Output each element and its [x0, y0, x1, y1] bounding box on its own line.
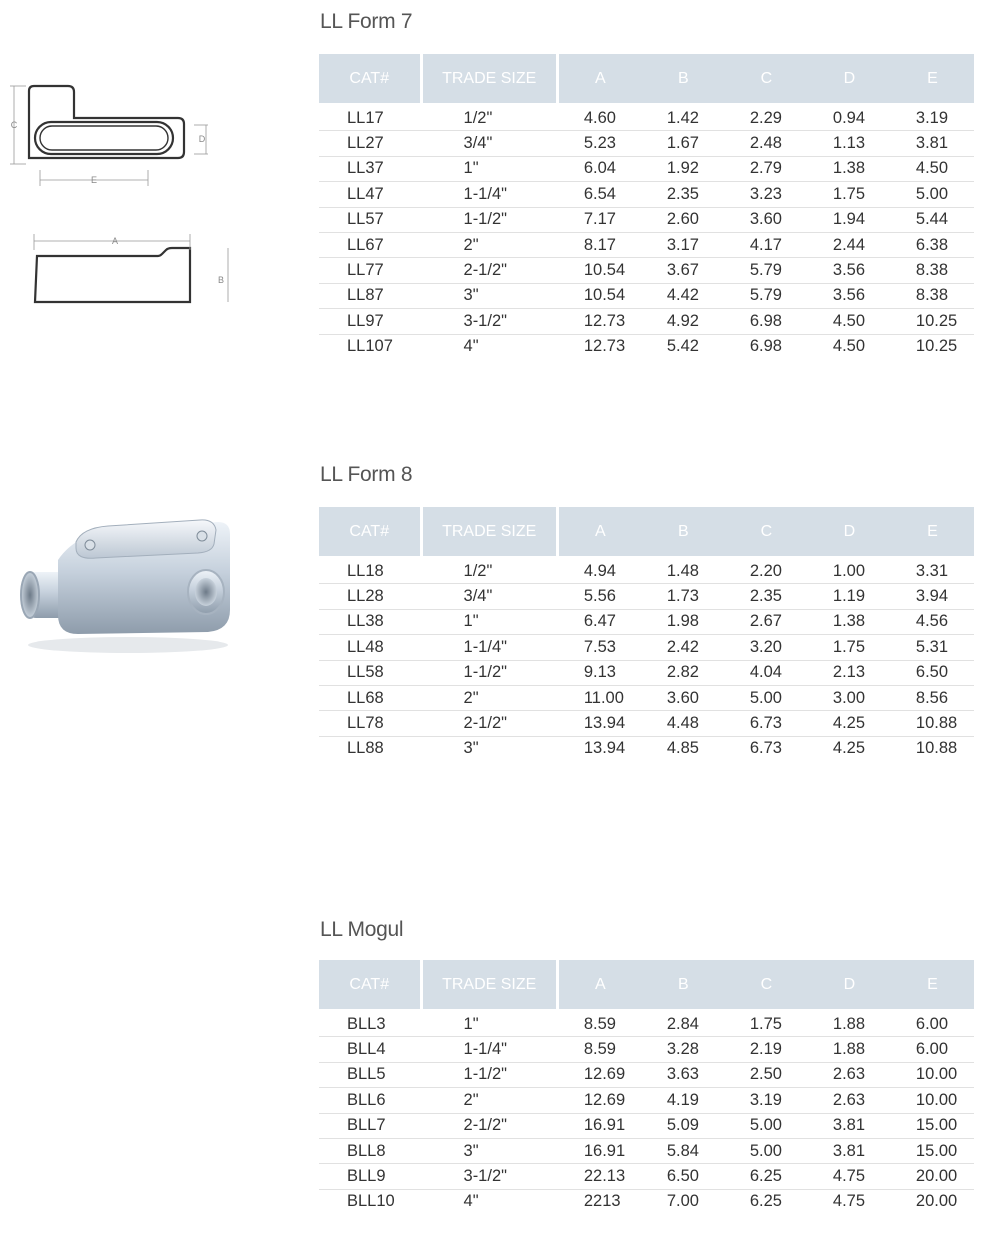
cat-number-cell: BLL7 [319, 1114, 423, 1139]
trade-size-cell: 4" [463, 337, 479, 356]
trade-size-cell: 3" [463, 739, 479, 758]
table-row [319, 635, 974, 660]
dimension-cell: 5.79 [725, 284, 808, 309]
dimension-cell: 12.73 [559, 309, 642, 334]
dimension-cell: 16.91 [559, 1114, 642, 1139]
dimension-cell: 8.38 [891, 284, 974, 309]
table-row [319, 131, 974, 156]
dimension-cell: 20.00 [891, 1164, 974, 1189]
dimension-cell: 15.00 [891, 1114, 974, 1139]
column-header: B [642, 960, 725, 1009]
dimension-cell: 4.94 [559, 556, 642, 584]
dimension-cell: 1.75 [808, 182, 891, 207]
dimension-cell: 10.54 [559, 284, 642, 309]
dimension-cell: 2.44 [808, 233, 891, 258]
table-row [319, 103, 974, 131]
dimension-cell: 3.20 [725, 635, 808, 660]
dimension-cell: 5.00 [725, 686, 808, 711]
table-row [319, 1164, 974, 1189]
dimension-cell: 6.25 [725, 1164, 808, 1189]
spec-table-ll-mogul [319, 960, 974, 1214]
dimension-cell: 4.75 [832, 1192, 866, 1211]
trade-size-cell: 2-1/2" [423, 258, 559, 283]
dimension-cell: 2.79 [725, 157, 808, 182]
table-row [319, 711, 974, 736]
cat-number-cell: LL38 [319, 610, 423, 635]
table-row [319, 584, 974, 609]
dimension-cell: 8.38 [891, 258, 974, 283]
dimension-cell: 1.67 [642, 131, 725, 156]
column-header: D [808, 507, 891, 556]
dimension-cell: 10.00 [891, 1063, 974, 1088]
spec-table-ll-form-8 [319, 507, 974, 761]
table-row [319, 737, 974, 761]
dimension-cell: 5.31 [891, 635, 974, 660]
dimension-cell: 6.73 [725, 711, 808, 736]
table-row [319, 1114, 974, 1139]
cat-number-cell: LL107 [347, 337, 393, 356]
trade-size-cell: 1" [423, 157, 559, 182]
dimension-cell: 1.92 [642, 157, 725, 182]
dim-e-label: E [90, 175, 98, 185]
dim-c-label: C [10, 120, 18, 130]
table-row [319, 258, 974, 283]
dimension-cell: 1.88 [808, 1009, 891, 1037]
trade-size-cell: 1-1/2" [423, 1063, 559, 1088]
trade-size-cell: 2-1/2" [423, 1114, 559, 1139]
dimension-cell: 2.84 [642, 1009, 725, 1037]
dim-b-label: B [217, 275, 225, 285]
dim-a-label: A [111, 236, 119, 246]
dimension-cell: 7.53 [559, 635, 642, 660]
dimension-cell: 1.42 [642, 103, 725, 131]
dimension-cell: 0.94 [808, 103, 891, 131]
table-header-row [319, 960, 974, 1009]
dimension-cell: 5.56 [559, 584, 642, 609]
dimension-cell: 5.00 [725, 1139, 808, 1164]
cat-number-cell: LL97 [319, 309, 423, 334]
table-row [319, 182, 974, 207]
dimension-cell: 5.09 [642, 1114, 725, 1139]
dimension-cell: 4.75 [808, 1164, 891, 1189]
column-header: C [725, 507, 808, 556]
trade-size-cell: 1-1/4" [423, 635, 559, 660]
column-header: D [808, 54, 891, 103]
dimension-cell: 2.19 [725, 1037, 808, 1062]
trade-size-cell: 2-1/2" [423, 711, 559, 736]
table-row [319, 1139, 974, 1164]
dimension-cell: 6.04 [559, 157, 642, 182]
spec-table-ll-form-7 [319, 54, 974, 359]
dimension-cell: 10.88 [891, 711, 974, 736]
dimension-cell: 4.04 [725, 661, 808, 686]
column-header: C [725, 54, 808, 103]
dimension-cell: 10.54 [559, 258, 642, 283]
dimension-cell: 6.00 [891, 1037, 974, 1062]
dimension-cell: 3.31 [891, 556, 974, 584]
table-row [319, 1088, 974, 1113]
dimension-cell: 1.98 [642, 610, 725, 635]
trade-size-cell: 1-1/4" [423, 1037, 559, 1062]
dimension-cell: 2.48 [725, 131, 808, 156]
dimension-cell: 3.23 [725, 182, 808, 207]
dimension-cell: 3.60 [725, 208, 808, 233]
trade-size-cell: 3/4" [423, 131, 559, 156]
cat-number-cell: LL47 [319, 182, 423, 207]
dimension-cell: 2.35 [725, 584, 808, 609]
dimension-cell: 8.59 [559, 1037, 642, 1062]
dimension-cell: 2.60 [642, 208, 725, 233]
ll-form7-dimension-drawing [8, 78, 225, 313]
column-header: CAT# [319, 54, 423, 103]
table-row [319, 1037, 974, 1062]
dimension-cell: 3.81 [808, 1139, 891, 1164]
dimension-cell: 6.00 [891, 1009, 974, 1037]
dimension-cell: 1.38 [808, 610, 891, 635]
dimension-cell: 3.67 [642, 258, 725, 283]
column-header: CAT# [319, 960, 423, 1009]
fitting-cover [76, 520, 216, 558]
cat-number-cell: BLL8 [319, 1139, 423, 1164]
dimension-cell: 10.25 [891, 309, 974, 334]
dimension-cell: 3.00 [808, 686, 891, 711]
dimension-cell: 8.59 [559, 1009, 642, 1037]
dimension-cell: 3.17 [642, 233, 725, 258]
dimension-cell: 12.73 [583, 337, 626, 356]
photo-shadow [28, 637, 228, 653]
dimension-cell: 12.69 [559, 1088, 642, 1113]
dimension-cell: 1.88 [808, 1037, 891, 1062]
dimension-cell: 3.19 [725, 1088, 808, 1113]
dimension-cell: 4.60 [559, 103, 642, 131]
cat-number-cell: LL58 [319, 661, 423, 686]
dimension-cell: 2.63 [808, 1063, 891, 1088]
dimension-cell: 1.48 [642, 556, 725, 584]
cat-number-cell: BLL6 [319, 1088, 423, 1113]
dimension-cell: 2.50 [725, 1063, 808, 1088]
section-title-ll-form-8: LL Form 8 [320, 463, 413, 486]
trade-size-cell: 2" [423, 1088, 559, 1113]
dimension-cell: 8.17 [559, 233, 642, 258]
dimension-cell: 11.00 [559, 686, 642, 711]
table-row [319, 284, 974, 309]
cat-number-cell: LL77 [319, 258, 423, 283]
dimension-cell: 6.98 [749, 337, 782, 356]
dimension-cell: 2.63 [808, 1088, 891, 1113]
dimension-cell: 22.13 [559, 1164, 642, 1189]
top-view-outline [29, 86, 184, 158]
cat-number-cell: LL87 [319, 284, 423, 309]
dimension-cell: 4.17 [725, 233, 808, 258]
dimension-cell: 4.50 [832, 337, 866, 356]
dimension-cell: 2.29 [725, 103, 808, 131]
dimension-cell: 3.56 [808, 258, 891, 283]
table-header-row [319, 507, 974, 556]
dimension-cell: 4.50 [808, 309, 891, 334]
dimension-cell: 6.50 [891, 661, 974, 686]
table-row [319, 208, 974, 233]
dimension-cell: 1.19 [808, 584, 891, 609]
cat-number-cell: BLL9 [319, 1164, 423, 1189]
column-header: TRADE SIZE [423, 507, 559, 556]
dimension-cell: 6.25 [749, 1192, 782, 1211]
cat-number-cell: LL78 [319, 711, 423, 736]
cat-number-cell: BLL3 [319, 1009, 423, 1037]
cat-number-cell: LL37 [319, 157, 423, 182]
trade-size-cell: 2" [423, 686, 559, 711]
table-row [319, 1190, 974, 1214]
dimension-cell: 4.85 [666, 739, 699, 758]
dimension-cell: 3.81 [808, 1114, 891, 1139]
dimension-cell: 13.94 [583, 739, 626, 758]
column-header: A [559, 507, 642, 556]
dimension-cell: 13.94 [559, 711, 642, 736]
dimension-cell: 3.60 [642, 686, 725, 711]
dimension-cell: 4.56 [891, 610, 974, 635]
dimension-cell: 5.23 [559, 131, 642, 156]
dimension-cell: 8.56 [891, 686, 974, 711]
dimension-cell: 5.84 [642, 1139, 725, 1164]
dimension-cell: 1.13 [808, 131, 891, 156]
dimension-cell: 4.19 [642, 1088, 725, 1113]
column-header: D [808, 960, 891, 1009]
dimension-cell: 3.56 [808, 284, 891, 309]
dimension-cell: 3.94 [891, 584, 974, 609]
cat-number-cell: BLL5 [319, 1063, 423, 1088]
side-view-dimension-lines [34, 234, 228, 302]
column-header: C [725, 960, 808, 1009]
dimension-cell: 4.92 [642, 309, 725, 334]
column-header: B [642, 54, 725, 103]
dimension-cell: 16.91 [559, 1139, 642, 1164]
dimension-cell: 10.25 [915, 337, 958, 356]
table-row [319, 233, 974, 258]
trade-size-cell: 1/2" [423, 556, 559, 584]
dimension-cell: 5.00 [891, 182, 974, 207]
dim-d-label: D [198, 134, 206, 144]
trade-size-cell: 1" [423, 610, 559, 635]
dimension-cell: 2213 [583, 1192, 621, 1211]
cat-number-cell: BLL4 [319, 1037, 423, 1062]
cat-number-cell: LL17 [319, 103, 423, 131]
trade-size-cell: 3" [423, 1139, 559, 1164]
column-header: E [891, 960, 974, 1009]
table-row [319, 309, 974, 334]
dimension-cell: 7.00 [666, 1192, 699, 1211]
dimension-cell: 15.00 [891, 1139, 974, 1164]
trade-size-cell: 3" [423, 284, 559, 309]
dimension-cell: 1.94 [808, 208, 891, 233]
column-header: TRADE SIZE [423, 960, 559, 1009]
column-header: B [642, 507, 725, 556]
trade-size-cell: 1-1/4" [423, 182, 559, 207]
dimension-cell: 6.73 [749, 739, 782, 758]
dimension-cell: 4.25 [808, 711, 891, 736]
table-row [319, 610, 974, 635]
column-header: A [559, 960, 642, 1009]
column-header: E [891, 54, 974, 103]
cat-number-cell: LL67 [319, 233, 423, 258]
dimension-cell: 2.35 [642, 182, 725, 207]
column-header: E [891, 507, 974, 556]
trade-size-cell: 2" [423, 233, 559, 258]
table-row [319, 335, 974, 359]
dimension-cell: 12.69 [559, 1063, 642, 1088]
dimension-cell: 1.00 [808, 556, 891, 584]
column-header: CAT# [319, 507, 423, 556]
dimension-cell: 3.63 [642, 1063, 725, 1088]
dimension-cell: 3.81 [891, 131, 974, 156]
dimension-cell: 1.73 [642, 584, 725, 609]
dimension-cell: 1.75 [808, 635, 891, 660]
cat-number-cell: LL57 [319, 208, 423, 233]
table-row [319, 556, 974, 584]
cat-number-cell: LL27 [319, 131, 423, 156]
dimension-cell: 9.13 [559, 661, 642, 686]
dimension-cell: 10.00 [891, 1088, 974, 1113]
dimension-cell: 6.54 [559, 182, 642, 207]
trade-size-cell: 4" [463, 1192, 479, 1211]
dimension-cell: 6.47 [559, 610, 642, 635]
trade-size-cell: 1-1/2" [423, 208, 559, 233]
table-row [319, 686, 974, 711]
dimension-cell: 2.42 [642, 635, 725, 660]
dimension-cell: 5.79 [725, 258, 808, 283]
dimension-cell: 20.00 [915, 1192, 958, 1211]
dimension-cell: 4.25 [832, 739, 866, 758]
trade-size-cell: 3/4" [423, 584, 559, 609]
dimension-cell: 1.38 [808, 157, 891, 182]
dimension-cell: 3.28 [642, 1037, 725, 1062]
side-view-outline [35, 248, 190, 302]
dimension-cell: 1.75 [725, 1009, 808, 1037]
dimension-cell: 6.98 [725, 309, 808, 334]
trade-size-cell: 1" [423, 1009, 559, 1037]
dimension-cell: 4.48 [642, 711, 725, 736]
table-row [319, 1009, 974, 1037]
dimension-cell: 6.38 [891, 233, 974, 258]
cat-number-cell: LL88 [347, 739, 384, 758]
dimension-cell: 4.42 [642, 284, 725, 309]
cat-number-cell: LL68 [319, 686, 423, 711]
table-row [319, 157, 974, 182]
dimension-cell: 5.00 [725, 1114, 808, 1139]
trade-size-cell: 3-1/2" [423, 1164, 559, 1189]
trade-size-cell: 1-1/2" [423, 661, 559, 686]
dimension-cell: 5.44 [891, 208, 974, 233]
dimension-cell: 2.67 [725, 610, 808, 635]
cat-number-cell: LL48 [319, 635, 423, 660]
dimension-cell: 4.50 [891, 157, 974, 182]
dimension-cell: 6.50 [642, 1164, 725, 1189]
cat-number-cell: LL28 [319, 584, 423, 609]
cat-number-cell: BLL10 [347, 1192, 395, 1211]
dimension-cell: 2.13 [808, 661, 891, 686]
section-title-ll-mogul: LL Mogul [320, 918, 404, 941]
dimension-cell: 3.19 [891, 103, 974, 131]
table-header-row [319, 54, 974, 103]
table-row [319, 1063, 974, 1088]
column-header: TRADE SIZE [423, 54, 559, 103]
ll-form8-product-photo [18, 500, 243, 660]
cat-number-cell: LL18 [319, 556, 423, 584]
section-title-ll-form-7: LL Form 7 [320, 10, 413, 33]
trade-size-cell: 3-1/2" [423, 309, 559, 334]
column-header: A [559, 54, 642, 103]
dimension-cell: 7.17 [559, 208, 642, 233]
dimension-cell: 5.42 [666, 337, 699, 356]
table-row [319, 661, 974, 686]
dimension-cell: 2.20 [725, 556, 808, 584]
dimension-cell: 2.82 [642, 661, 725, 686]
trade-size-cell: 1/2" [423, 103, 559, 131]
dimension-cell: 10.88 [915, 739, 958, 758]
